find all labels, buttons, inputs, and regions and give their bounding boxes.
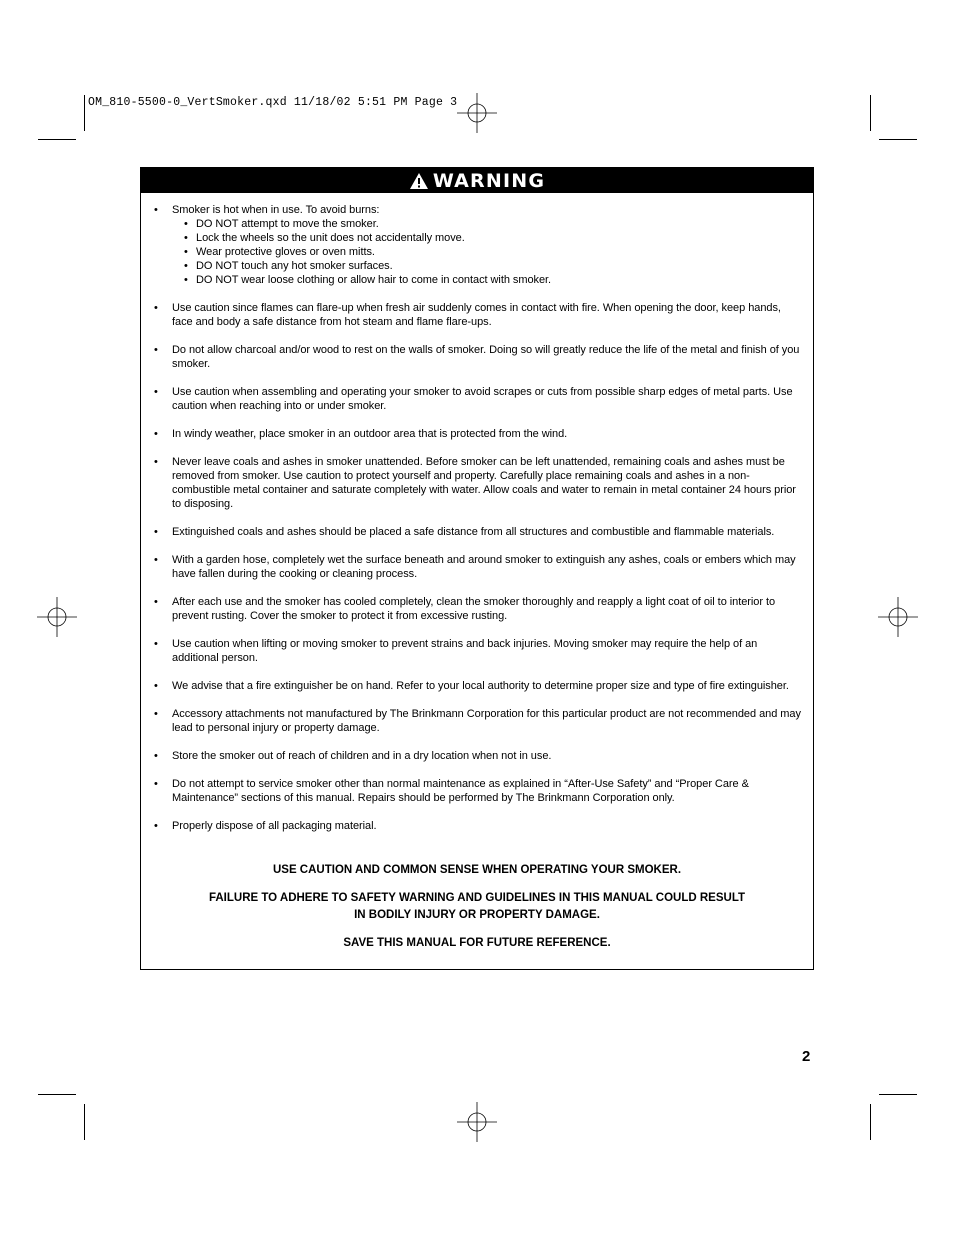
closing-caution — [141, 862, 813, 879]
list-item: • With a garden hose, completely wet the surface beneath and around smoker to extinguish any ashes, coals or embers which may have fallen during the cooking or cleaning process. — [154, 553, 804, 581]
list-item: • After each use and the smoker has cooled completely, clean the smoker thoroughly and reapply a light coat of oil to interior to prevent rusting. Cover the smoker to protect it from excessive rusting. — [154, 595, 804, 623]
sub-list-item: • Lock the wheels so the unit does not accidentally move. — [184, 231, 804, 245]
sub-list — [172, 217, 804, 287]
list-item: • Use caution when lifting or moving smoker to prevent strains and back injuries. Moving smoker may require the help of an additional person. — [154, 637, 804, 665]
closing-failure-line2: IN BODILY INJURY OR PROPERTY DAMAGE. — [354, 909, 600, 921]
list-item: • Do not attempt to service smoker other than normal maintenance as explained in “After-Use Safety” and “Proper Care & Maintenance” sections of this manual. Repairs should be performed by The Brinkmann Corporation only. — [154, 777, 804, 805]
registration-mark-icon — [457, 1102, 497, 1142]
list-item: • Do not allow charcoal and/or wood to rest on the walls of smoker. Doing so will greatly reduce the life of the metal and finish of you smoker. — [154, 343, 804, 371]
crop-mark — [38, 139, 76, 140]
crop-mark — [879, 139, 917, 140]
warning-header — [141, 168, 813, 193]
list-item: • Never leave coals and ashes in smoker unattended. Before smoker can be left unattended, remaining coals and ashes must be removed from smoker. Use caution to protect yourself and property. Carefully place remaining coals and ashes in a non-combustible metal container and saturate completely with water. Allow coals and water to remain in metal container 24 hours prior to disposing. — [154, 455, 804, 511]
warning-triangle-icon — [409, 172, 429, 190]
crop-mark — [870, 1104, 871, 1140]
closing-save — [141, 935, 813, 952]
closing-save-text: SAVE THIS MANUAL FOR FUTURE REFERENCE. — [343, 937, 611, 949]
list-item — [154, 203, 804, 287]
sub-list-item: • Wear protective gloves or oven mitts. — [184, 245, 804, 259]
crop-mark — [84, 95, 85, 131]
list-item: • We advise that a fire extinguisher be on hand. Refer to your local authority to determine proper size and type of fire extinguisher. — [154, 679, 804, 693]
list-item-text: Smoker is hot when in use. To avoid burns: — [172, 204, 380, 216]
sub-list-item: • DO NOT wear loose clothing or allow hair to come in contact with smoker. — [184, 273, 804, 287]
list-item: • Accessory attachments not manufactured by The Brinkmann Corporation for this particular product are not recommended and may lead to personal injury or property damage. — [154, 707, 804, 735]
closing-caution-text: USE CAUTION AND COMMON SENSE WHEN OPERATING YOUR SMOKER. — [272, 864, 682, 876]
crop-mark — [84, 1104, 85, 1140]
sub-list-item: • DO NOT touch any hot smoker surfaces. — [184, 259, 804, 273]
crop-mark — [38, 1094, 76, 1095]
list-item: • Use caution when assembling and operating your smoker to avoid scrapes or cuts from possible sharp edges of metal parts. Use caution when reaching into or under smoker. — [154, 385, 804, 413]
warning-list — [154, 203, 804, 847]
crop-mark — [870, 95, 871, 131]
closing-failure-line1: FAILURE TO ADHERE TO SAFETY WARNING AND GUIDELINES IN THIS MANUAL COULD RESULT — [208, 892, 746, 904]
page-number: 2 — [802, 1048, 811, 1065]
registration-mark-icon — [878, 597, 918, 637]
warning-title: WARNING — [432, 169, 546, 192]
closing-failure — [141, 890, 813, 924]
list-item: • Store the smoker out of reach of children and in a dry location when not in use. — [154, 749, 804, 763]
registration-mark-icon — [37, 597, 77, 637]
crop-mark — [879, 1094, 917, 1095]
list-item: • Use caution since flames can flare-up when fresh air suddenly comes in contact with fire. When opening the door, keep hands, face and body a safe distance from hot steam and flame flare-ups. — [154, 301, 804, 329]
list-item: • Extinguished coals and ashes should be placed a safe distance from all structures and combustible and flammable materials. — [154, 525, 804, 539]
list-item: • Properly dispose of all packaging material. — [154, 819, 804, 833]
list-item: • In windy weather, place smoker in an outdoor area that is protected from the wind. — [154, 427, 804, 441]
sub-list-item: • DO NOT attempt to move the smoker. — [184, 217, 804, 231]
warning-box — [140, 167, 814, 970]
print-slug: OM_810-5500-0_VertSmoker.qxd 11/18/02 5:51 PM Page 3 — [88, 96, 458, 109]
registration-mark-icon — [457, 93, 497, 133]
